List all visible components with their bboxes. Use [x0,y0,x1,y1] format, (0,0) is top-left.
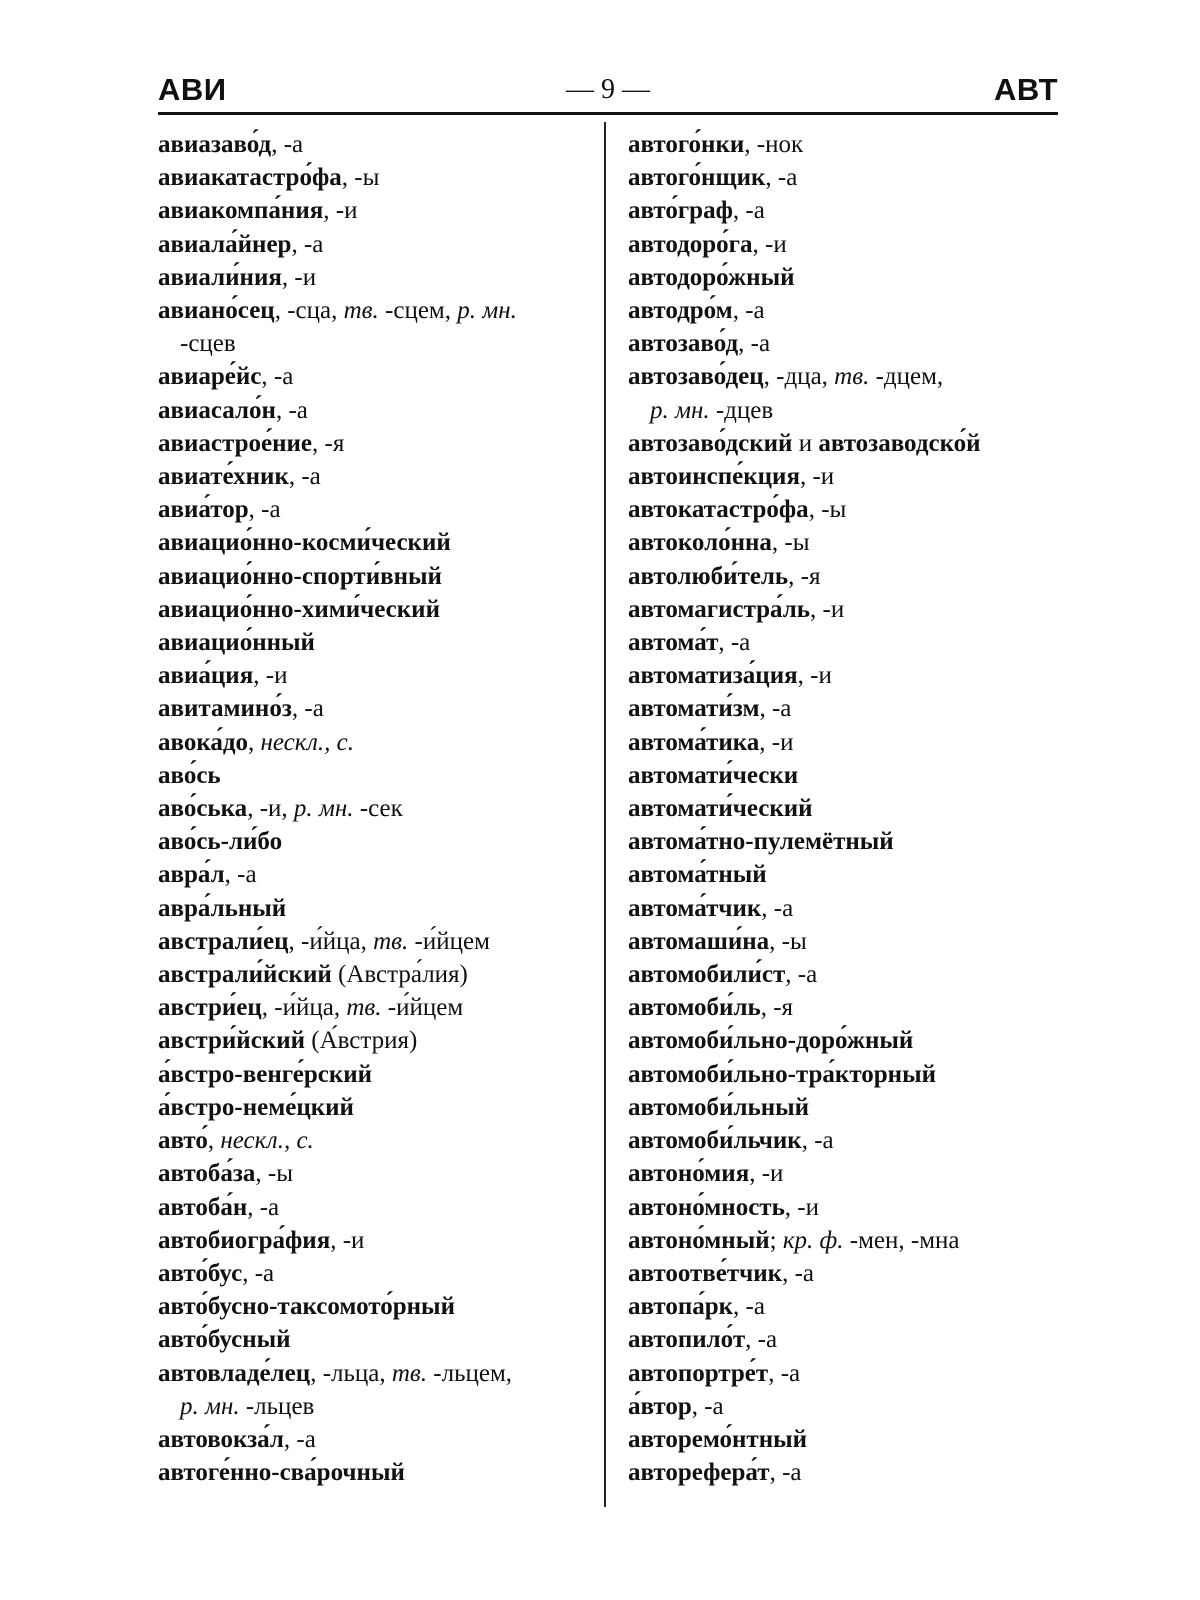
entry-grammar: , -а [288,463,321,491]
dictionary-entry [158,858,590,891]
entry-continuation [158,1390,590,1423]
page-header [158,70,1058,112]
dictionary-entry [158,228,590,261]
entry-grammar: , -и [799,463,835,491]
page-number: — 9 — [566,74,650,105]
dictionary-entry [628,294,1063,327]
dictionary-entry [158,261,590,294]
dictionary-entry [628,228,1063,261]
dictionary-entry [158,1224,590,1257]
entry-grammar: , -и [784,1193,820,1221]
entry-headword: аво́сь [158,761,221,789]
entry-label: нескл., с. [260,728,354,756]
dictionary-entry [158,1191,590,1224]
entry-grammar: , -а [248,496,281,524]
dictionary-entry [628,1456,1063,1489]
dictionary-entry [158,1024,590,1057]
entry-headword: авто́бусно-таксомото́рный [158,1293,455,1321]
entry-headword: авто́граф [628,197,733,225]
entry-grammar: , -а [745,1326,778,1354]
entry-headword: автого́нки [628,131,745,158]
dictionary-entry [158,460,590,493]
entry-headword: автоматиза́ция [628,662,798,690]
entry-headword: авиасало́н [158,396,276,424]
dictionary-entry [628,1257,1063,1290]
dictionary-entry [158,1091,590,1124]
entry-grammar: , -льца, [310,1359,392,1387]
dictionary-entry [158,1357,590,1423]
header-rule [158,112,1058,115]
entry-grammar: , -и [759,728,794,756]
entry-headword: автопа́рк [628,1293,734,1321]
entry-headword: автоно́мия [628,1160,750,1188]
entry-headword: автомоби́льчик [628,1127,802,1155]
entry-grammar: , -и [330,1226,365,1254]
entry-headword: авиано́сец [158,297,275,325]
dictionary-entry [628,360,1063,426]
dictionary-entry [628,626,1063,659]
dictionary-entry [158,958,590,991]
entry-headword: автома́тика [628,728,760,756]
entry-headword: авиа́тор [158,496,249,524]
dictionary-entry [628,194,1063,227]
dictionary-entry [628,1191,1063,1224]
entry-label: нескл., с. [220,1127,314,1155]
entry-headword: автомоби́льно-доро́жный [628,1027,914,1055]
entry-headword: авторемо́нтный [628,1425,808,1453]
entry-headword: автого́нщик [628,164,766,192]
entry-headword: авра́льный [158,894,287,922]
entry-grammar: , -ы [808,496,847,524]
entry-headword: австрали́йский [158,961,332,989]
dictionary-entry [628,593,1063,626]
entry-grammar: , -а [759,695,792,723]
dictionary-entry [158,526,590,559]
entry-grammar: и [792,429,819,457]
dictionary-entry [628,526,1063,559]
entry-grammar: , -а [283,1425,316,1453]
entry-grammar: -льцев [239,1392,315,1420]
entry-grammar: -и́йцем [381,994,464,1022]
dictionary-entry [158,294,590,360]
entry-grammar: , -а [718,629,751,657]
entry-label: р. мн. [650,396,710,424]
entry-grammar: , -и [752,230,787,258]
entry-headword: автома́тный [628,861,767,889]
entry-grammar: -дцем, [869,363,944,391]
entry-grammar: , -а [732,297,765,325]
dictionary-entry [158,593,590,626]
dictionary-entry [628,692,1063,725]
entry-headword: автоинспе́кция [628,463,800,491]
entry-grammar: , -и [323,197,358,225]
entry-headword: австрали́ец [158,927,289,955]
entry-headword: автоге́нно-сва́рочный [158,1459,405,1487]
dictionary-entry [158,394,590,427]
entry-continuation [628,394,1063,427]
entry-grammar: , -и, [247,795,294,823]
dictionary-entry [628,261,1063,294]
entry-grammar: , -а [247,1193,280,1221]
entry-grammar: , -а [769,1459,802,1487]
entry-headword: авока́до [158,728,249,756]
entry-headword: автоотве́тчик [628,1259,783,1287]
entry-grammar: , -а [782,1259,814,1287]
entry-label: кр. ф. [782,1226,844,1254]
entry-grammar: , -а [224,861,257,889]
entry-headword: автоба́за [158,1160,256,1188]
dictionary-entry [628,1290,1063,1323]
entry-grammar: , -а [242,1259,275,1287]
left-column [158,128,590,1489]
entry-grammar: , -и [253,662,288,690]
dictionary-entry [158,659,590,692]
dictionary-entry [158,991,590,1024]
entry-grammar: -сцем, [378,297,458,325]
entry-headword: авиала́йнер [158,230,292,258]
dictionary-entry [158,792,590,825]
entry-headword: авиацио́нно-спорти́вный [158,562,442,590]
entry-headword: автодоро́га [628,230,753,258]
dictionary-entry [628,892,1063,925]
entry-headword: авиацио́нно-хими́ческий [158,595,440,623]
entry-label: тв. [343,297,379,325]
dictionary-entry [158,560,590,593]
entry-grammar: , -и́йца, [261,994,347,1022]
dictionary-entry [628,825,1063,858]
entry-grammar: (Австра́лия) [331,961,468,989]
entry-headword: автозаво́д [628,330,739,358]
entry-grammar: -мен, -мна [843,1226,960,1254]
dictionary-entry [158,194,590,227]
entry-headword: а́втор [628,1392,692,1420]
entry-grammar: ; [769,1226,783,1254]
entry-grammar: , -а [261,363,294,391]
entry-headword: автомати́чески [628,761,799,789]
entry-headword: автоколо́нна [628,529,772,557]
entry-grammar: (А́встрия) [305,1027,418,1055]
entry-grammar: , -а [765,164,798,192]
entry-label: р. мн. [180,1392,240,1420]
dictionary-entry [158,1290,590,1323]
entry-headword: аво́сь-ли́бо [158,828,283,856]
entry-grammar: , -я [312,429,345,457]
entry-headword: автовокза́л [158,1425,284,1453]
column-divider [604,122,606,1507]
entry-headword: авиацио́нный [158,629,315,657]
entry-headword: австри́ец [158,994,262,1022]
dictionary-entry [628,958,1063,991]
entry-grammar: , -я [760,994,794,1022]
entry-headword: авиазаво́д [158,131,272,158]
dictionary-entry [628,327,1063,360]
entry-headword: авиацио́нно-косми́ческий [158,529,451,557]
entry-headword: автомобили́ст [628,961,786,989]
entry-headword: авиастрое́ние [158,429,312,457]
entry-grammar: , -а [271,131,304,158]
entry-headword: аво́ська [158,795,248,823]
dictionary-entry [628,1124,1063,1157]
dictionary-entry [628,493,1063,526]
entry-grammar: , -дца, [763,363,835,391]
dictionary-entry [628,427,1063,460]
entry-grammar: , -а [732,197,765,225]
dictionary-entry [628,759,1063,792]
entry-grammar: , -и [810,595,845,623]
dictionary-entry [628,991,1063,1024]
entry-label: р. мн. [293,795,354,823]
entry-label: тв. [391,1359,428,1387]
entry-grammar: , -и [749,1160,784,1188]
dictionary-entry [628,460,1063,493]
dictionary-entry [158,1423,590,1456]
dictionary-entry [628,1390,1063,1423]
dictionary-entry [158,1257,590,1290]
entry-grammar: -льцем, [427,1359,513,1387]
entry-headword: авиакомпа́ния [158,197,324,225]
entry-headword: автома́тно-пулемётный [628,828,894,856]
entry-headword: авиакатастро́фа [158,164,342,192]
entry-grammar: , -и [281,263,317,291]
entry-headword: автопортре́т [628,1359,769,1387]
dictionary-entry [158,161,590,194]
dictionary-entry [628,792,1063,825]
entry-grammar: , -а [733,1293,765,1321]
dictionary-entry [628,659,1063,692]
entry-grammar: , [207,1127,221,1155]
dictionary-entry [628,1323,1063,1356]
entry-grammar: , -и [797,662,832,690]
entry-grammar: , -ы [255,1160,294,1188]
entry-grammar: , -а [691,1392,724,1420]
dictionary-entry [158,825,590,858]
dictionary-entry [628,128,1063,161]
dictionary-entry [628,858,1063,891]
dictionary-entry [158,1124,590,1157]
entry-grammar: , -ы [341,164,380,192]
entry-headword-variant: автозаводско́й [818,429,981,457]
entry-headword: автома́тчик [628,894,762,922]
entry-grammar: , -а [801,1127,834,1155]
entry-grammar: , -ы [771,529,810,557]
dictionary-entry [158,925,590,958]
entry-headword: автомаши́на [628,927,770,955]
entry-label: тв. [834,363,870,391]
guide-word-right: АВТ [993,72,1058,107]
entry-headword: автобиогра́фия [158,1226,331,1254]
entry-headword: автоно́мность [628,1193,785,1221]
dictionary-entry [158,759,590,792]
entry-headword: автоба́н [158,1193,248,1221]
entry-grammar: , -а [785,961,818,989]
entry-headword: автокатастро́фа [628,496,809,524]
dictionary-entry [628,161,1063,194]
dictionary-entry [628,1224,1063,1257]
dictionary-entry [158,493,590,526]
entry-headword: автома́т [628,629,719,657]
dictionary-entry [158,892,590,925]
entry-headword: а́встро-неме́цкий [158,1093,354,1121]
entry-grammar: -сцев [180,330,236,358]
dictionary-entry [628,925,1063,958]
entry-headword: авто́бус [158,1259,243,1287]
entry-headword: автовладе́лец [158,1359,311,1387]
entry-headword: австри́йский [158,1027,306,1055]
entry-headword: авиали́ния [158,263,282,291]
entry-headword: авто́ [158,1127,208,1155]
dictionary-entry [628,1157,1063,1190]
entry-grammar: , -а [291,230,324,258]
entry-grammar: , -я [788,562,821,590]
entry-grammar: , -а [768,1359,801,1387]
dictionary-entry [628,1024,1063,1057]
entry-grammar: , -ы [769,927,807,955]
entry-headword: автоно́мный [628,1226,770,1254]
dictionary-entry [158,1058,590,1091]
entry-headword: автодро́м [628,297,733,325]
dictionary-entry [628,1423,1063,1456]
entry-grammar: -и́йцем [408,927,490,955]
entry-headword: авра́л [158,861,225,889]
right-column [628,128,1063,1489]
entry-headword: автомати́ческий [628,795,813,823]
entry-grammar: -дцев [709,396,774,424]
entry-headword: автомати́зм [628,695,760,723]
entry-headword: автодоро́жный [628,263,795,291]
dictionary-entry [628,1058,1063,1091]
entry-grammar: , -сца, [274,297,344,325]
dictionary-entry [158,1323,590,1356]
dictionary-entry [628,726,1063,759]
entry-headword: автомоби́льный [628,1093,810,1121]
dictionary-entry [628,1091,1063,1124]
dictionary-entry [158,128,590,161]
entry-headword: авто́бусный [158,1326,291,1354]
entry-headword: автолюби́тель [628,562,789,590]
entry-continuation [158,327,590,360]
entry-grammar: , -а [761,894,794,922]
entry-headword: автомоби́льно-тра́кторный [628,1060,937,1088]
dictionary-entry [628,560,1063,593]
dictionary-entry [628,1357,1063,1390]
entry-headword: авторефера́т [628,1459,770,1487]
entry-headword: авиа́ция [158,662,254,690]
entry-grammar: , -и́йца, [288,927,374,955]
entry-grammar: , -а [275,396,308,424]
entry-headword: автозаво́дец [628,363,764,391]
dictionary-entry [158,427,590,460]
dictionary-entry [158,1456,590,1489]
entry-label: р. мн. [457,297,517,325]
entry-headword: автомагистра́ль [628,595,811,623]
entry-grammar: , [248,728,261,756]
entry-grammar: -сек [353,795,403,823]
dictionary-entry [158,626,590,659]
entry-grammar: , -а [291,695,324,723]
guide-word-left: АВИ [158,72,227,107]
dictionary-entry [158,726,590,759]
entry-headword: автопило́т [628,1326,746,1354]
dictionary-entry [158,1157,590,1190]
entry-label: тв. [373,927,409,955]
dictionary-entry [158,360,590,393]
entry-headword: авитамино́з [158,695,292,723]
dictionary-entry [158,692,590,725]
entry-headword: автозаво́дский [628,429,793,457]
entry-headword: а́встро-венге́рский [158,1060,373,1088]
entry-headword: авиате́хник [158,463,289,491]
entry-headword: автомоби́ль [628,994,761,1022]
entry-headword: авиаре́йс [158,363,262,391]
entry-label: тв. [346,994,382,1022]
entry-grammar: , -нок [744,131,804,158]
entry-grammar: , -а [738,330,771,358]
